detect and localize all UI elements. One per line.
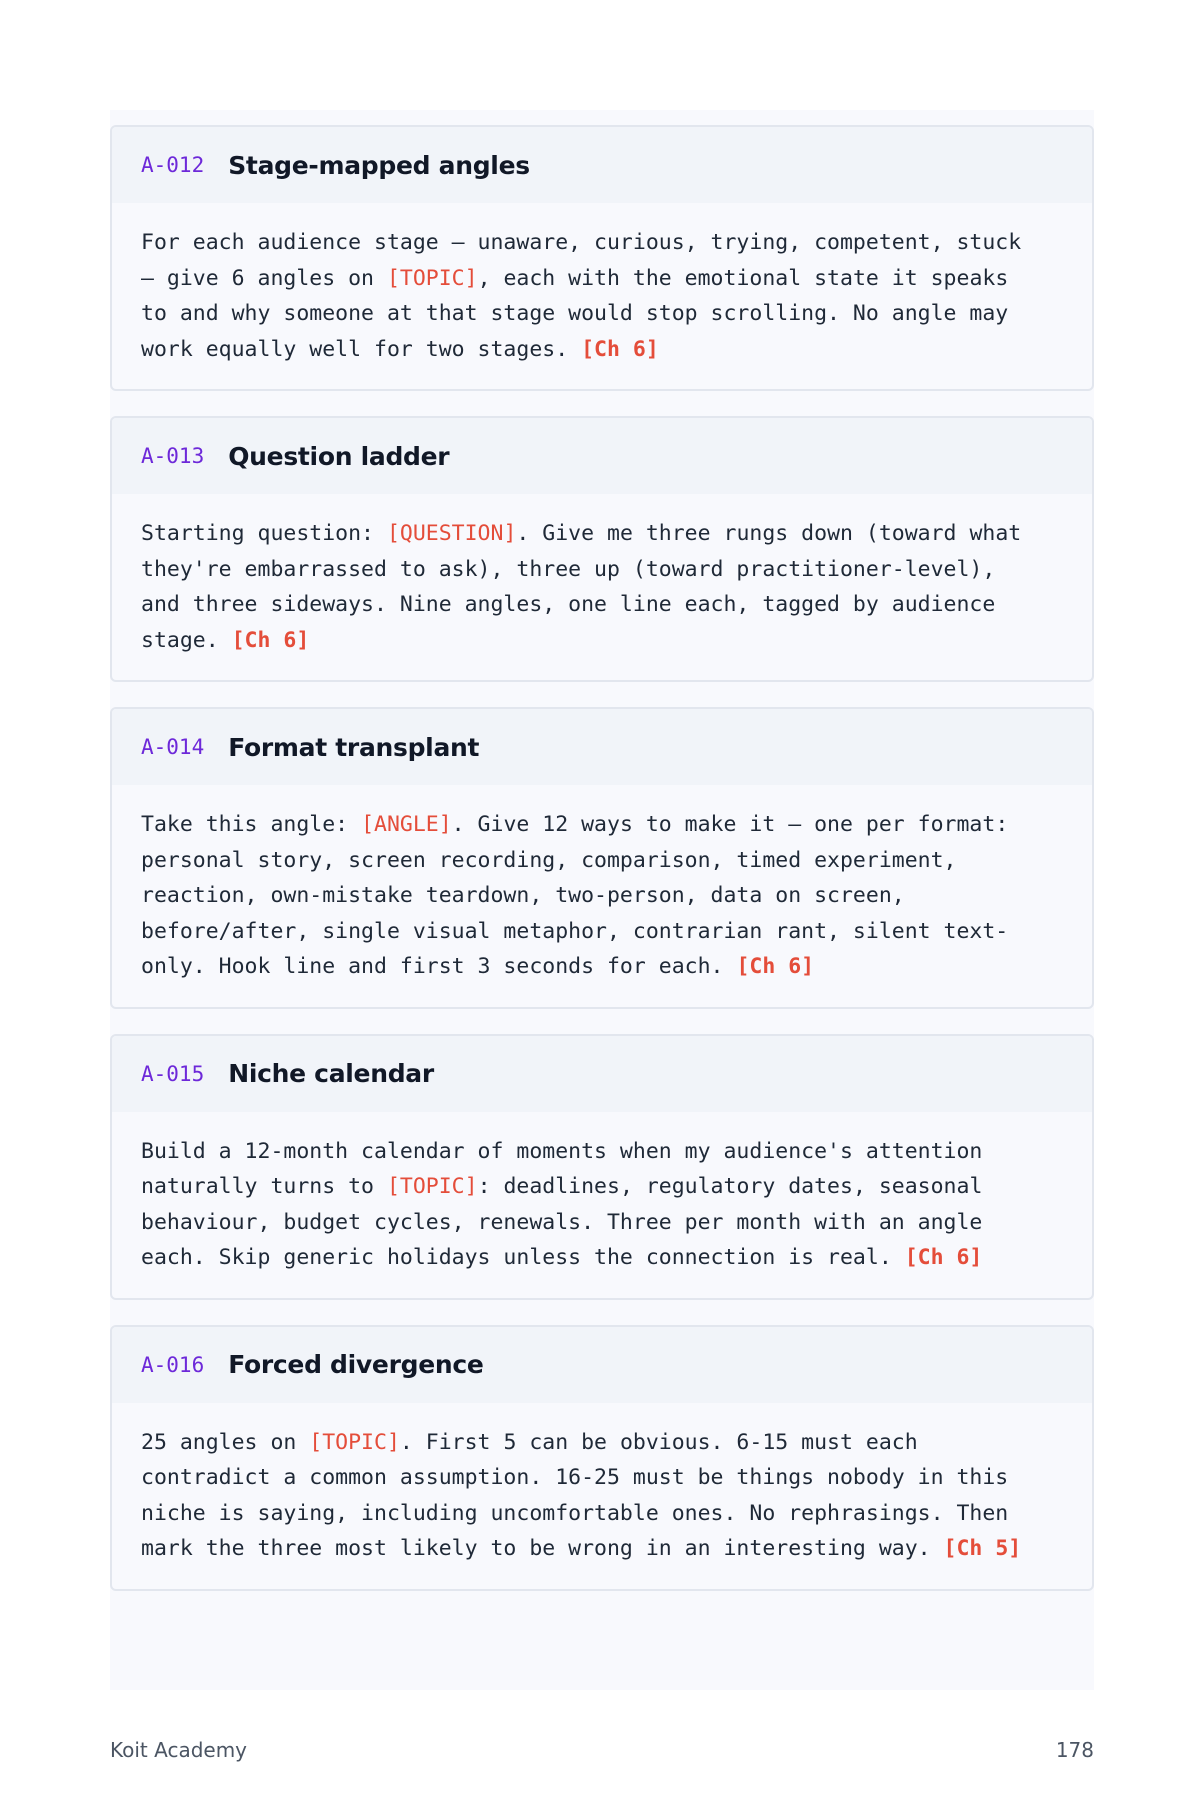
card-id: A-015 xyxy=(141,1061,205,1086)
prompt-text-segment: Build a 12-month calendar of moments when my audience's attention naturally turns to xyxy=(141,1138,983,1199)
placeholder-token: [TOPIC] xyxy=(386,1174,478,1199)
card-title: Stage-mapped angles xyxy=(228,150,530,180)
placeholder-token: [ANGLE] xyxy=(361,812,452,837)
page-number: 178 xyxy=(1055,1738,1094,1762)
prompt-text-segment: . Give me three rungs down (toward what they're embarrassed to ask), three up (toward practitioner-level), and three sideways. Nine angles, one line each, tagged by audience stage. xyxy=(141,521,1022,653)
prompt-text-segment: For each audience stage — unaware, curious, trying, competent, stuck — give 6 angles on xyxy=(141,230,1022,291)
placeholder-token: [TOPIC] xyxy=(386,265,478,291)
prompt-text-segment: . Give 12 ways to make it — one per format: personal story, screen recording, comparison, timed experiment, reaction, own-mistake teardown, two-person, data on screen, before/after, single visual metaphor, contrarian rant, silent text- only. Hook line and first 3 seconds for each. xyxy=(141,812,1009,979)
prompt-text-segment: Starting question: xyxy=(141,521,387,546)
footer-brand: Koit Academy xyxy=(110,1738,248,1762)
prompt-text-segment: : deadlines, regulatory dates, seasonal behaviour, budget cycles, renewals. Three per month with an angle each. Skip generic holidays unless the connection is real. xyxy=(141,1174,983,1270)
prompt-card xyxy=(110,125,1094,391)
chapter-reference: [Ch 6] xyxy=(736,954,815,979)
prompt-card-list xyxy=(110,125,1094,1616)
chapter-reference: [Ch 6] xyxy=(231,627,310,653)
card-header xyxy=(112,1036,1092,1112)
card-prompt-text xyxy=(112,494,1092,680)
card-header xyxy=(112,1327,1092,1403)
card-header xyxy=(112,418,1092,494)
prompt-text-segment: 25 angles on xyxy=(141,1429,310,1455)
card-prompt-text xyxy=(112,1403,1092,1589)
prompt-card xyxy=(110,416,1094,682)
chapter-reference: [Ch 6] xyxy=(904,1245,983,1270)
card-title: Question ladder xyxy=(228,441,450,471)
prompt-card xyxy=(110,1325,1094,1591)
placeholder-token: [TOPIC] xyxy=(309,1429,400,1455)
prompt-text-segment: . First 5 can be obvious. 6-15 must each contradict a common assumption. 16-25 must be things nobody in this niche is saying, including uncomfortable ones. No rephrasings. Then mark the three most likely to be wrong in an interesting way. xyxy=(141,1429,1009,1561)
card-title: Forced divergence xyxy=(228,1350,484,1379)
card-id: A-016 xyxy=(141,1352,205,1377)
prompt-card xyxy=(110,707,1094,1009)
card-title: Format transplant xyxy=(228,732,480,762)
card-id: A-013 xyxy=(141,444,205,468)
card-header xyxy=(112,127,1092,203)
card-prompt-text xyxy=(112,203,1092,389)
chapter-reference: [Ch 5] xyxy=(943,1536,1022,1561)
card-header xyxy=(112,709,1092,785)
page-footer xyxy=(110,1738,1094,1762)
prompt-text-segment: Take this angle: xyxy=(141,812,362,837)
card-title: Niche calendar xyxy=(228,1059,434,1088)
card-id: A-012 xyxy=(141,153,205,177)
card-id: A-014 xyxy=(141,735,205,759)
prompt-card xyxy=(110,1034,1094,1300)
prompt-text-segment: , each with the emotional state it speaks to and why someone at that stage would stop scrolling. No angle may work equally well for two stages. xyxy=(141,265,1009,362)
card-prompt-text xyxy=(112,785,1092,1007)
chapter-reference: [Ch 6] xyxy=(581,336,659,362)
card-prompt-text xyxy=(112,1112,1092,1298)
placeholder-token: [QUESTION] xyxy=(386,521,517,546)
